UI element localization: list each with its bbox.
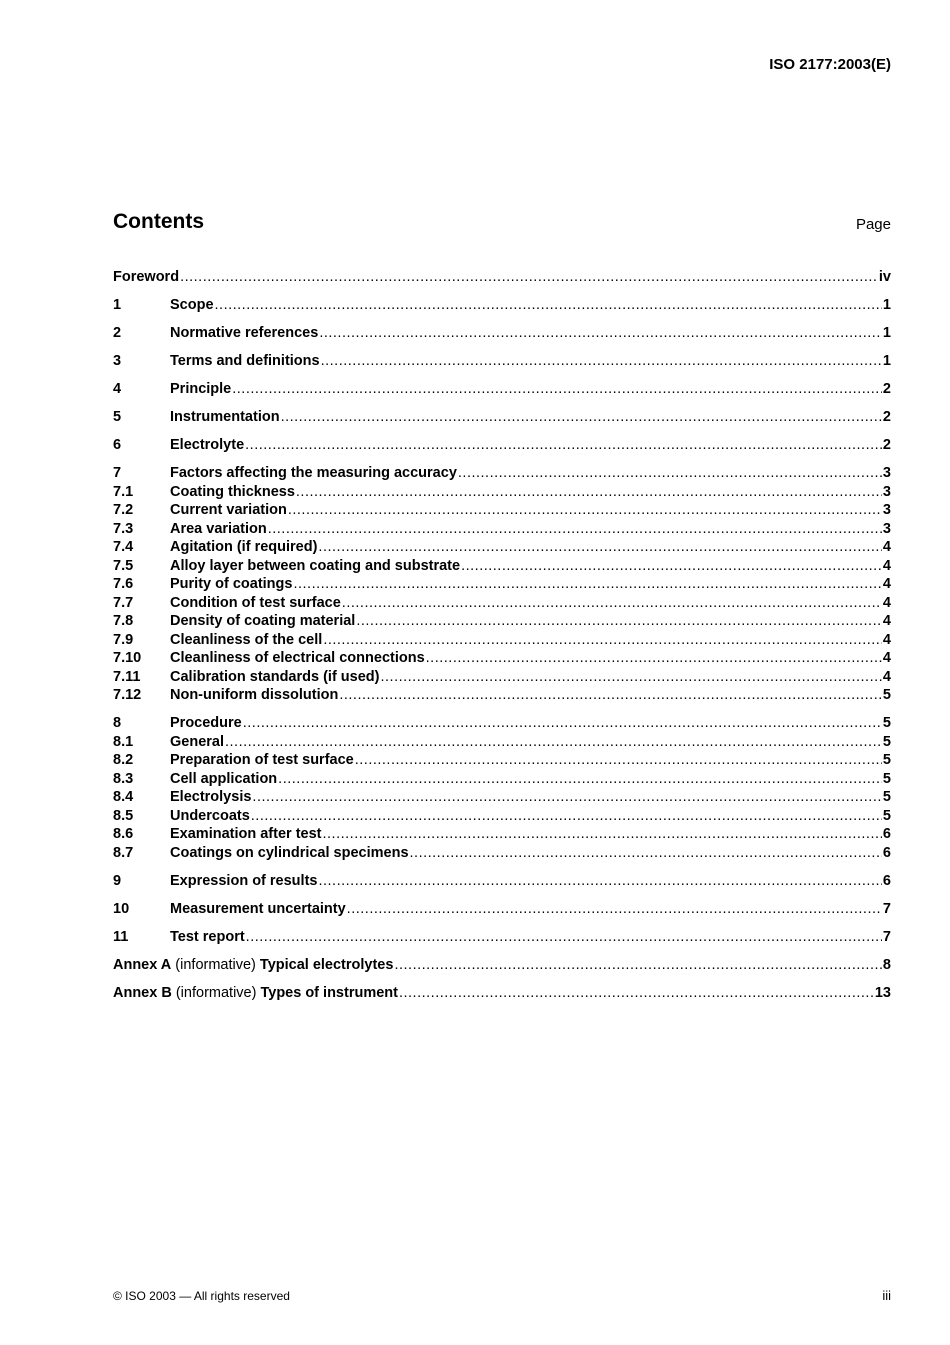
- toc-dot-leader: [410, 844, 882, 863]
- toc-entry-title: Non-uniform dissolution: [170, 687, 339, 703]
- toc-entry-title: Electrolysis: [170, 789, 252, 805]
- toc-entry[interactable]: [113, 900, 891, 919]
- toc-entry[interactable]: [113, 714, 891, 733]
- toc-entry[interactable]: [113, 520, 891, 539]
- toc-dot-leader: [461, 557, 882, 576]
- toc-entry-page: 1: [882, 325, 891, 341]
- toc-entry[interactable]: [113, 807, 891, 826]
- toc-entry-page: 4: [882, 576, 891, 592]
- toc-dot-leader: [342, 594, 882, 613]
- toc-annex-entry[interactable]: [113, 984, 891, 1003]
- toc-entry-title: Scope: [170, 297, 214, 313]
- toc-entry-title: Condition of test surface: [170, 594, 341, 611]
- toc-entry-title: Calibration standards (if used): [170, 668, 380, 685]
- toc-dot-leader: [347, 900, 882, 919]
- toc-entry-title: Test report: [170, 928, 245, 945]
- toc-entry[interactable]: [113, 352, 891, 371]
- toc-entry-number: 6: [113, 437, 122, 453]
- toc-entry-page: 4: [882, 650, 891, 666]
- annex-label: Annex B: [113, 984, 172, 1001]
- toc-entry-number: 4: [113, 381, 122, 397]
- toc-dot-leader: [215, 296, 882, 315]
- toc-dot-leader: [268, 520, 882, 539]
- toc-entry-title: Electrolyte: [170, 437, 245, 453]
- annex-page: 8: [882, 956, 891, 973]
- toc-dot-leader: [180, 268, 878, 287]
- toc-dot-leader: [394, 956, 881, 975]
- toc-entry-number: 8.5: [113, 807, 134, 824]
- annex-page: 13: [874, 984, 891, 1001]
- toc-dot-leader: [252, 788, 882, 807]
- toc-entry-title: General: [170, 733, 224, 750]
- toc-entry-number: 7.11: [113, 668, 141, 685]
- toc-entry-number: 7.6: [113, 576, 134, 592]
- toc-dot-leader: [251, 807, 882, 826]
- toc-dot-leader: [426, 649, 882, 668]
- toc-entry-title: Preparation of test surface: [170, 752, 354, 768]
- toc-entry-page: 4: [882, 631, 891, 648]
- toc-entry-page: 1: [882, 353, 891, 369]
- toc-entry-title: Undercoats: [170, 807, 250, 824]
- toc-entry-page: 1: [882, 297, 891, 313]
- toc-entry-number: 7.5: [113, 557, 134, 574]
- toc-entry-page: 3: [882, 502, 891, 518]
- toc-entry-number: 7.2: [113, 502, 134, 518]
- toc-dot-leader: [243, 714, 882, 733]
- toc-entry-title: Area variation: [170, 520, 267, 537]
- toc-entry-title: Factors affecting the measuring accuracy: [170, 465, 457, 481]
- toc-entry-page: 3: [882, 520, 891, 537]
- toc-dot-leader: [399, 984, 874, 1003]
- page-column-label: Page: [855, 216, 891, 233]
- toc-entry[interactable]: [113, 464, 891, 483]
- annex-informative-note: (informative): [171, 984, 261, 1001]
- toc-entry-page: 5: [882, 733, 891, 750]
- contents-title: Contents: [113, 210, 204, 233]
- toc-dot-leader: [281, 408, 882, 427]
- toc-entry[interactable]: [113, 594, 891, 613]
- toc-entry-title: Coating thickness: [170, 483, 295, 500]
- toc-entry-page: 5: [882, 807, 891, 824]
- annex-title: Typical electrolytes: [259, 956, 394, 973]
- toc-entry-number: 7.3: [113, 520, 134, 537]
- toc-entry-title: Density of coating material: [170, 613, 356, 629]
- toc-entry-title: Cell application: [170, 770, 278, 787]
- toc-dot-leader: [323, 825, 882, 844]
- toc-entry-page: iv: [878, 269, 891, 285]
- toc-entry[interactable]: [113, 631, 891, 650]
- toc-entry-number: 7.7: [113, 594, 134, 611]
- toc-dot-leader: [318, 872, 881, 891]
- toc-dot-leader: [339, 686, 882, 705]
- toc-entry-number: 7.8: [113, 613, 134, 629]
- toc-entry[interactable]: [113, 928, 891, 947]
- toc-entry-title: Expression of results: [170, 872, 318, 889]
- toc-entry-title: Alloy layer between coating and substrate: [170, 557, 461, 574]
- toc-entry-page: 7: [882, 928, 891, 945]
- toc-entry-number: 8.2: [113, 752, 134, 768]
- toc-dot-leader: [318, 538, 882, 557]
- toc-dot-leader: [293, 575, 881, 594]
- toc-dot-leader: [245, 436, 882, 455]
- standard-id-header: ISO 2177:2003(E): [769, 56, 891, 73]
- toc-entry-page: 2: [882, 409, 891, 425]
- toc-entry-title: Foreword: [113, 269, 180, 285]
- toc-dot-leader: [321, 352, 882, 371]
- toc-entry-page: 3: [882, 465, 891, 481]
- copyright-notice: © ISO 2003 — All rights reserved: [113, 1289, 290, 1303]
- toc-entry-title: Examination after test: [170, 826, 322, 842]
- toc-entry[interactable]: [113, 324, 891, 343]
- toc-entry[interactable]: [113, 483, 891, 502]
- toc-entry-number: 3: [113, 353, 122, 369]
- toc-dot-leader: [458, 464, 882, 483]
- toc-entry[interactable]: [113, 612, 891, 631]
- toc-entry[interactable]: [113, 436, 891, 455]
- page-number: iii: [882, 1288, 891, 1303]
- toc-entry[interactable]: [113, 538, 891, 557]
- toc-entry-title: Principle: [170, 381, 232, 397]
- toc-entry-title: Measurement uncertainty: [170, 900, 346, 917]
- toc-entry-page: 4: [882, 613, 891, 629]
- toc-dot-leader: [355, 751, 882, 770]
- toc-entry-page: 5: [882, 752, 891, 768]
- toc-entry-page: 5: [882, 715, 891, 731]
- toc-entry[interactable]: [113, 649, 891, 668]
- toc-entry[interactable]: [113, 296, 891, 315]
- toc-entry-number: 8.4: [113, 789, 134, 805]
- toc-entry-number: 7.4: [113, 539, 134, 555]
- toc-dot-leader: [356, 612, 882, 631]
- toc-entry-page: 4: [882, 668, 891, 685]
- toc-entry-title: Purity of coatings: [170, 576, 293, 592]
- table-of-contents: [113, 268, 891, 1002]
- toc-entry-title: Procedure: [170, 715, 242, 731]
- toc-entry-title: Normative references: [170, 325, 319, 341]
- toc-entry-number: 7.12: [113, 687, 142, 703]
- toc-entry-page: 3: [882, 483, 891, 500]
- toc-entry-number: 8.1: [113, 733, 134, 750]
- toc-entry[interactable]: [113, 872, 891, 891]
- toc-entry-number: 7.9: [113, 631, 134, 648]
- toc-entry-page: 2: [882, 437, 891, 453]
- toc-entry-number: 10: [113, 900, 130, 917]
- toc-entry-number: 8.6: [113, 826, 134, 842]
- toc-entry[interactable]: [113, 686, 891, 705]
- toc-dot-leader: [319, 324, 882, 343]
- toc-entry-title: Cleanliness of electrical connections: [170, 650, 425, 666]
- toc-entry[interactable]: [113, 501, 891, 520]
- toc-entry-number: 8: [113, 715, 122, 731]
- toc-entry-title: Agitation (if required): [170, 539, 318, 555]
- toc-entry-page: 4: [882, 594, 891, 611]
- toc-entry[interactable]: [113, 268, 891, 287]
- toc-entry[interactable]: [113, 408, 891, 427]
- toc-entry[interactable]: [113, 380, 891, 399]
- toc-entry-title: Terms and definitions: [170, 353, 320, 369]
- toc-dot-leader: [225, 733, 882, 752]
- toc-entry-number: 7.10: [113, 650, 142, 666]
- toc-entry-number: 7.1: [113, 483, 134, 500]
- toc-entry-page: 4: [882, 557, 891, 574]
- toc-dot-leader: [323, 631, 882, 650]
- toc-entry-page: 6: [882, 872, 891, 889]
- toc-entry-number: 2: [113, 325, 122, 341]
- toc-entry[interactable]: [113, 770, 891, 789]
- toc-entry-page: 5: [882, 687, 891, 703]
- toc-dot-leader: [296, 483, 882, 502]
- toc-entry-page: 5: [882, 770, 891, 787]
- toc-entry-number: 7: [113, 465, 122, 481]
- toc-entry[interactable]: [113, 668, 891, 687]
- toc-entry-title: Instrumentation: [170, 409, 280, 425]
- toc-entry-number: 8.3: [113, 770, 134, 787]
- toc-dot-leader: [246, 928, 882, 947]
- toc-entry-page: 4: [882, 539, 891, 555]
- annex-informative-note: (informative): [171, 956, 260, 973]
- toc-entry[interactable]: [113, 751, 891, 770]
- toc-dot-leader: [288, 501, 882, 520]
- toc-entry[interactable]: [113, 844, 891, 863]
- toc-entry-number: 1: [113, 297, 122, 313]
- toc-entry-title: Cleanliness of the cell: [170, 631, 323, 648]
- annex-label: Annex A: [113, 956, 172, 973]
- toc-entry[interactable]: [113, 733, 891, 752]
- toc-entry[interactable]: [113, 825, 891, 844]
- toc-dot-leader: [278, 770, 882, 789]
- toc-entry[interactable]: [113, 788, 891, 807]
- toc-entry-page: 6: [882, 826, 891, 842]
- toc-entry[interactable]: [113, 575, 891, 594]
- toc-entry-number: 5: [113, 409, 122, 425]
- toc-entry-page: 6: [882, 844, 891, 861]
- toc-dot-leader: [380, 668, 881, 687]
- toc-entry-title: Coatings on cylindrical specimens: [170, 844, 409, 861]
- toc-entry-number: 9: [113, 872, 122, 889]
- toc-entry-title: Current variation: [170, 502, 287, 518]
- toc-entry-number: 8.7: [113, 844, 134, 861]
- toc-annex-entry[interactable]: [113, 956, 891, 975]
- toc-entry-number: 11: [113, 928, 129, 945]
- annex-title: Types of instrument: [260, 984, 398, 1001]
- toc-entry[interactable]: [113, 557, 891, 576]
- toc-dot-leader: [232, 380, 882, 399]
- toc-entry-page: 2: [882, 381, 891, 397]
- toc-entry-page: 7: [882, 900, 891, 917]
- toc-entry-page: 5: [882, 789, 891, 805]
